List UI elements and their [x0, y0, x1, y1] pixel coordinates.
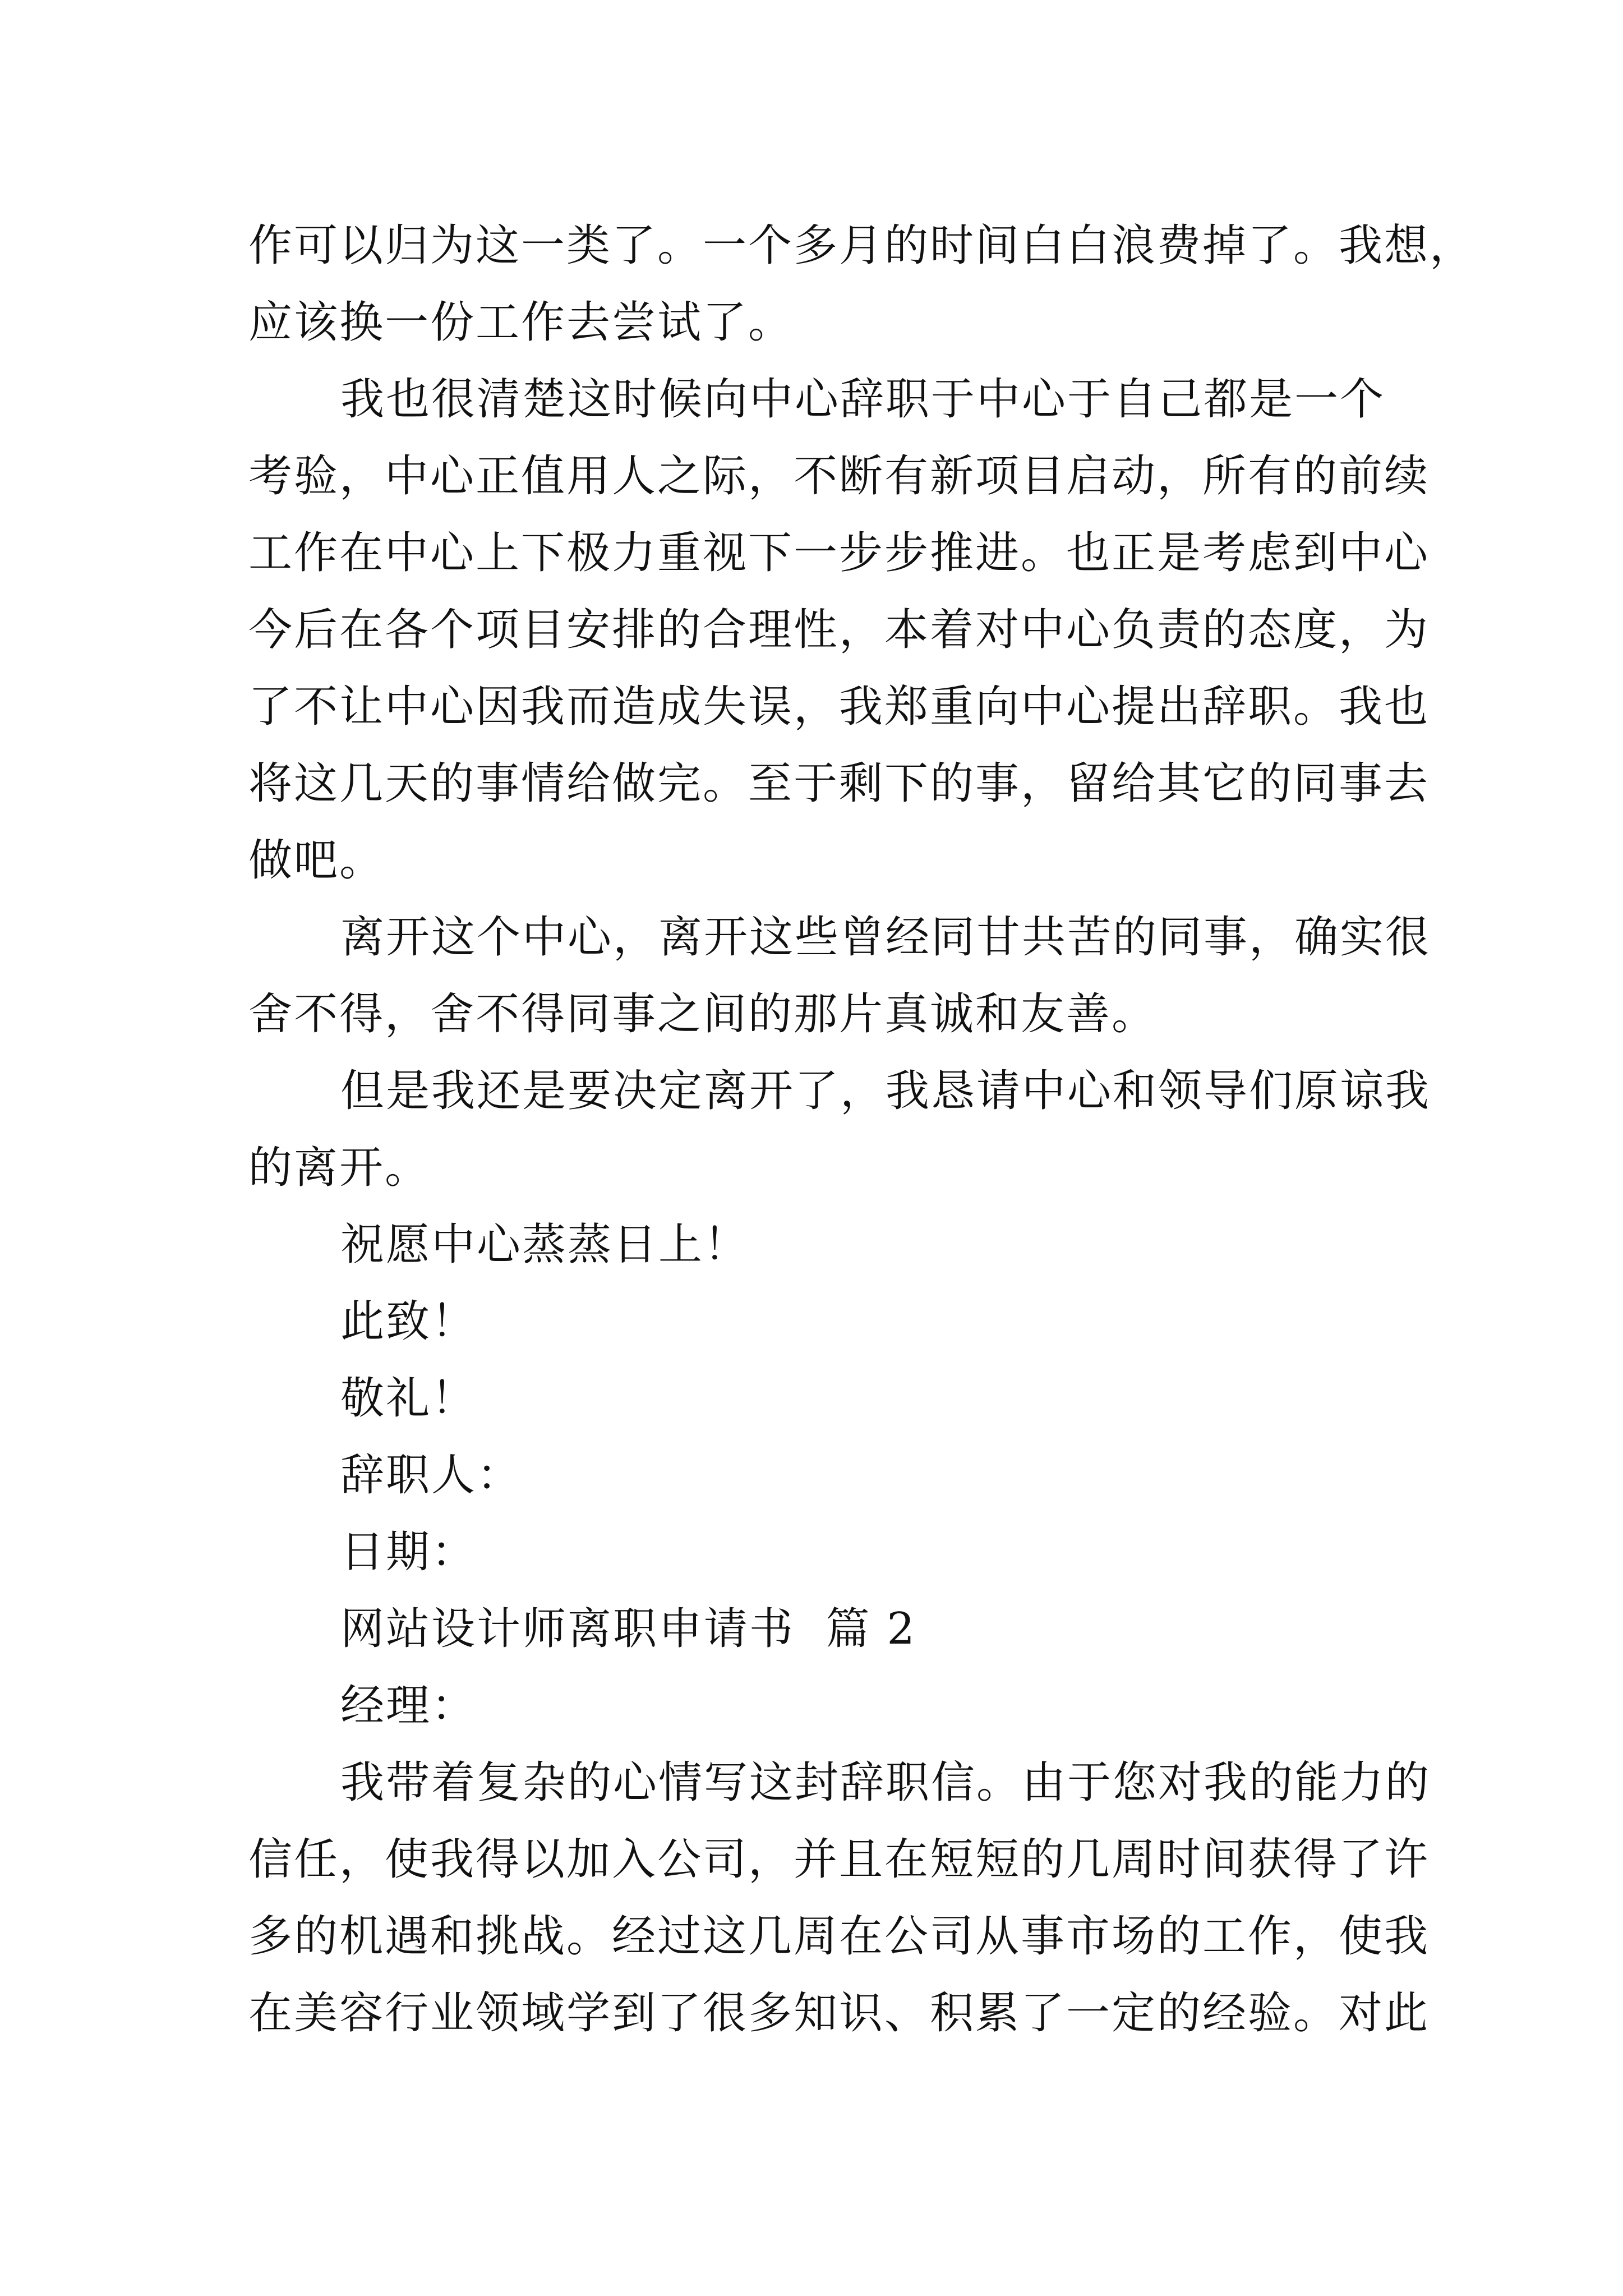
text-line: 舍不得，舍不得同事之间的那片真诚和友善。	[248, 989, 1158, 1039]
text-line: 做吧。	[248, 835, 385, 886]
text-line: 但是我还是要决定离开了，我恳请中心和领导们原谅我	[340, 1066, 1431, 1116]
text-line: 了不让中心因我而造成失误，我郑重向中心提出辞职。我也	[248, 682, 1430, 732]
text-line: 多的机遇和挑战。经过这几周在公司从事市场的工作，使我	[248, 1911, 1430, 1962]
text-line: 工作在中心上下极力重视下一步步推进。也正是考虑到中心	[248, 528, 1430, 578]
salutation: 经理：	[340, 1681, 477, 1731]
text-line: 我带着复杂的心情写这封辞职信。由于您对我的能力的	[340, 1757, 1431, 1808]
closing-regards-1: 此致！	[340, 1296, 477, 1347]
closing-regards-2: 敬礼！	[340, 1373, 477, 1424]
text-line: 离开这个中心，离开这些曾经同甘共苦的同事，确实很	[340, 912, 1431, 963]
text-line: 将这几天的事情给做完。至于剩下的事，留给其它的同事去	[248, 758, 1430, 809]
document-body	[248, 208, 1476, 2052]
text-line: 作可以归为这一类了。一个多月的时间白白浪费掉了。我想，	[248, 220, 1476, 271]
text-line: 的离开。	[248, 1143, 431, 1193]
text-line: 今后在各个项目安排的合理性，本着对中心负责的态度，为	[248, 605, 1430, 655]
paragraph-letter-intro	[248, 1745, 1431, 2052]
closing-wish: 祝愿中心蒸蒸日上！	[340, 1220, 750, 1270]
paragraph-resignation-reason	[248, 361, 1430, 899]
text-line: 考验，中心正值用人之际，不断有新项目启动，所有的前续	[248, 451, 1430, 501]
paragraph-leaving-colleagues	[248, 899, 1431, 1053]
text-line: 应该换一份工作去尝试了。	[248, 297, 794, 348]
text-line: 信任，使我得以加入公司，并且在短短的几周时间获得了许	[248, 1834, 1430, 1885]
text-line: 在美容行业领域学到了很多知识、积累了一定的经验。对此	[248, 1988, 1430, 2039]
paragraph-decision	[248, 1053, 1431, 1207]
opening-paragraph	[248, 208, 1476, 361]
date-line: 日期：	[340, 1527, 477, 1577]
text-line: 我也很清楚这时候向中心辞职于中心于自己都是一个	[340, 374, 1386, 425]
section-title: 网站设计师离职申请书 篇 2	[340, 1604, 917, 1654]
signer-line: 辞职人：	[340, 1450, 523, 1501]
